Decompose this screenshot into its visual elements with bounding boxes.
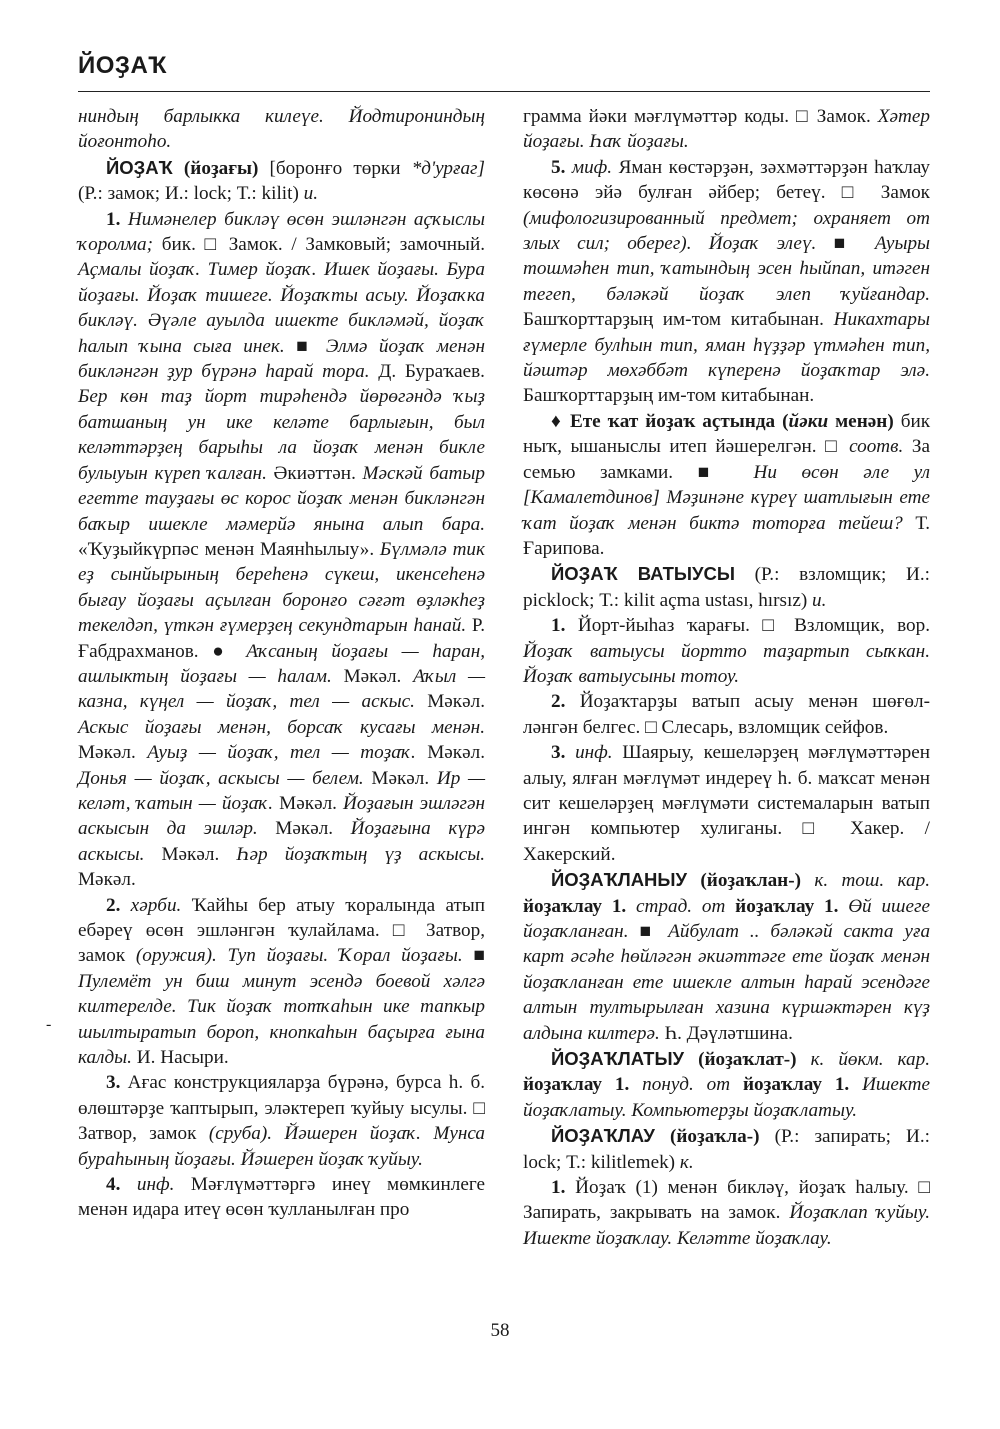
sense-4-continued: грамма йәки мәғлүмәттәр коды. □ Замок. Хәтер йоҙағы. Һаҡ йоҙағы. xyxy=(523,106,931,153)
entry-yozaklau-head: ЙОҘАҠЛАУ (йоҙаҡла-) (Р.: запирать; И.: lock; Т.: kilitlemek) к. xyxy=(523,1125,930,1173)
running-header xyxy=(78,52,930,80)
vatyusy-sense-1: 1. Йорт-йыһаз ҡарағы. □ Взломщик, вор. Йоҙаҡ ватыусы йортто таҙартып сыҡкан. Йоҙаҡ ватыусыны тотоу. xyxy=(523,615,930,687)
sense-1: 1. Нимәнелер бикләү өсөн эшләнгән аҫҡыслы ҡоролма; бик. □ Замок. / Замковый; замочный. Аҫмалы йоҙаҡ. Тимер йоҙаҡ. Ишек йоҙағы. Бура йоҙағы. Йоҙаҡ тишеге. Йоҙаҡты асыу. Йоҙаҡка бикләү. Әүәле ауылда ишекте бикләмәй, йоҙаҡ һалып ҡына сыға инек. ■ Элмә йоҙаҡ менән бикләнгән ҙур бүрәнә һарай тора. Д. Бураҡаев. Бер көн таҙ йорт тирәһендә йөрөгәндә ҡыҙ батшаның ун ике келәте барлығын, был келәттәрҙең барыһы ла йоҙаҡ менән бикле булыуын күреп ҡалған. Әкиәттән. Мәскәй батыр егетте тауҙағы өс корос йоҙаҡ менән бикләнгән баҡыр ишекле мәмерйә янына алып бара. «Ҡуҙыйкүрпәс менән Маянһылыу». Бүлмәлә тик еҙ сынйырының береһенә сүкеш, икенсеһенә бығау йоҙағы аҫылған боронғо сәғәт өҙләкһеҙ текелдәп, үткән ғүмерҙең секундтарын һанай. Р. Ғабдрахманов. ● Аҡсаның йоҙағы — һаран, ашлыктың йоҙағы — һалам. Мәкәл. Аҡыл — казна, күңел — йоҙаҡ, тел — аскыс. Мәкәл. Аскыс йоҙағы менән, борсаҡ кусағы менән. Мәкәл. Ауыҙ — йоҙаҡ, тел — тоҙаҡ. Мәкәл. Донья — йоҙаҡ, аскысы — белем. Мәкәл. Ир — келәт, ҡатын — йоҙаҡ. Мәкәл. Йоҙағын эшләгән аскысын да эшләр. Мәкәл. Йоҙағына күрә аскысы. Мәкәл. Һәр йоҙаҡтың үҙ аскысы. Мәкәл. xyxy=(78,208,486,891)
right-column xyxy=(523,104,930,1251)
headword: ЙОҘАҠЛАНЫУ xyxy=(551,869,688,891)
margin-mark: - xyxy=(46,1016,52,1033)
vatyusy-sense-3: 3. инф. Шаярыу, кешеләрҙең мәғлүмәттәрен алыу, ялған мәғлүмәт индереү һ. б. маҡсат менән сит кешеләрҙең мәғлүмәти системаларын ватып ингән компьютер хулиганы. □ Хакер. / Хакерский. xyxy=(523,742,930,865)
yozaklau-sense-1: 1. Йоҙаҡ (1) менән бикләү, йоҙаҡ һалыу. □ Запирать, закрывать на замок. Йоҙаҡлап ҡуйыу. Ишекте йоҙаҡлау. Келәтте йоҙаҡлау. xyxy=(523,1177,931,1249)
entry-continuation: ниндың барлыкка килеүе. Йодтирониндың йоғонтоһо. xyxy=(78,106,485,153)
sense-2: 2. хәрби. Ҡайһы бер атыу ҡоралында атып ебәреү өсөн эшләнгән ҡулайлама. □ Затвор, замок (оружия). Туп йоҙағы. Ҡорал йоҙағы. ■ Пулемёт ун биш минут эсендә боевой хәлгә килтерелде. Тик йоҙаҡ тотҡаһын ике тапкыр шылтыратып бороп, кнопкаһын баҫырға ғына калды. И. Насыри. xyxy=(78,894,486,1069)
headword: ЙОҘАҠ ВАТЫУСЫ xyxy=(551,563,735,585)
headword: ЙОҘАҠЛАУ xyxy=(551,1125,655,1147)
header-rule xyxy=(78,91,930,92)
square-mark: ■ xyxy=(697,461,729,483)
vatyusy-sense-2: 2. Йоҙаҡтарҙы ватып асыу менән шөғөлләнгән белгес. □ Слесарь, взломщик сейфов. xyxy=(523,691,930,738)
entry-yozaklanyu: ЙОҘАҠЛАНЫУ (йоҙаҡлан-) к. тош. кар. йоҙаҡлау 1. страд. от йоҙаҡлау 1. Өй ишеге йоҙаҡланған. ■ Айбулат .. бәләкәй сакта уға карт әсәһе һөйләгән әкиәттәге ете йоҙаҡ менән йоҙаҡланған ете ишекле алтын һарай эсендәге алтын тултырылған хазина күршәктәрен күҙ алдына килтерә. Һ. Дәүләтшина. xyxy=(523,869,931,1044)
entry-vatyusy-head: ЙОҘАҠ ВАТЫУСЫ (Р.: взломщик; И.: picklock; Т.: kilit açma ustası, hırsız) и. xyxy=(523,563,930,611)
entry-yozak-head: ЙОҘАҠ (йоҙағы) [боронғо төрки *д'урғаг] (Р.: замок; И.: lock; Т.: kilit) и. xyxy=(78,156,485,205)
diamond-mark: ♦ xyxy=(551,410,563,432)
sense-5: 5. миф. Яман көстәрҙән, зәхмәттәрҙән һаҡлау көсөнә эйә булған әйбер; бетеү. □ Замок (мифологизированный предмет; охраняет от злых сил; оберег). Йоҙаҡ элеү. ■ Ауыры тошмәһен тип, ҡатындың эсен һыйпап, итәген тегеп, бәләкәй йоҙаҡ элеп ҡуйғандар. Башҡорттарҙың им-том китабынан. Никахтары ғүмерле булһын тип, яман һүҙҙәр үтмәһен тип, йәштәр мөхәббәт күперенә йоҙаҡтар элә. Башҡорттарҙың им-том китабынан. xyxy=(523,156,931,407)
page-number: 58 xyxy=(490,1320,510,1341)
entry-yozaklatyu: ЙОҘАҠЛАТЫУ (йоҙаҡлат-) к. йөкм. кар. йоҙаҡлау 1. понуд. от йоҙаҡлау 1. Ишекте йоҙаҡлатыу. Компьютерҙы йоҙаҡлатыу. xyxy=(523,1048,931,1121)
left-column xyxy=(78,104,485,1223)
phraseology: ♦ Ете ҡат йоҙаҡ аҫтында (йәки менән) бик ныҡ, ышаныслы итеп йәшерелгән. □ соотв. За семью замками. ■ Ни өсөн әле ул [Камалетдинов] Мәҙинәне күреү шатлығын ете ҡат йоҙаҡ менән биктә тоторға тейеш? Т. Ғарипова. xyxy=(523,410,931,559)
square-mark: ■ xyxy=(296,335,315,357)
sense-3: 3. Ағас конструкцияларҙа бүрәнә, бурса һ. б. өлөштәрҙе ҡаптырып, эләктереп ҡуйыу ысулы. □ Затвор, замок (сруба). Йәшерен йоҙаҡ. Мунса бураһының йоҙағы. Йәшерен йоҙаҡ ҡуйыу. xyxy=(78,1072,485,1170)
headword: ЙОҘАҠЛАТЫУ xyxy=(551,1048,685,1070)
square-mark: ■ xyxy=(639,921,658,942)
bullet-mark: ● xyxy=(212,640,233,662)
header-word: ЙОҘАҠ xyxy=(78,52,168,79)
headword: ЙОҘАҠ xyxy=(106,156,173,178)
square-mark: ■ xyxy=(473,945,486,967)
sense-4: 4. инф. Мәғлүмәттәргә инеү мөмкинлеге менән идара итеү өсөн ҡулланылған про xyxy=(78,1174,486,1221)
square-mark: ■ xyxy=(833,233,858,255)
